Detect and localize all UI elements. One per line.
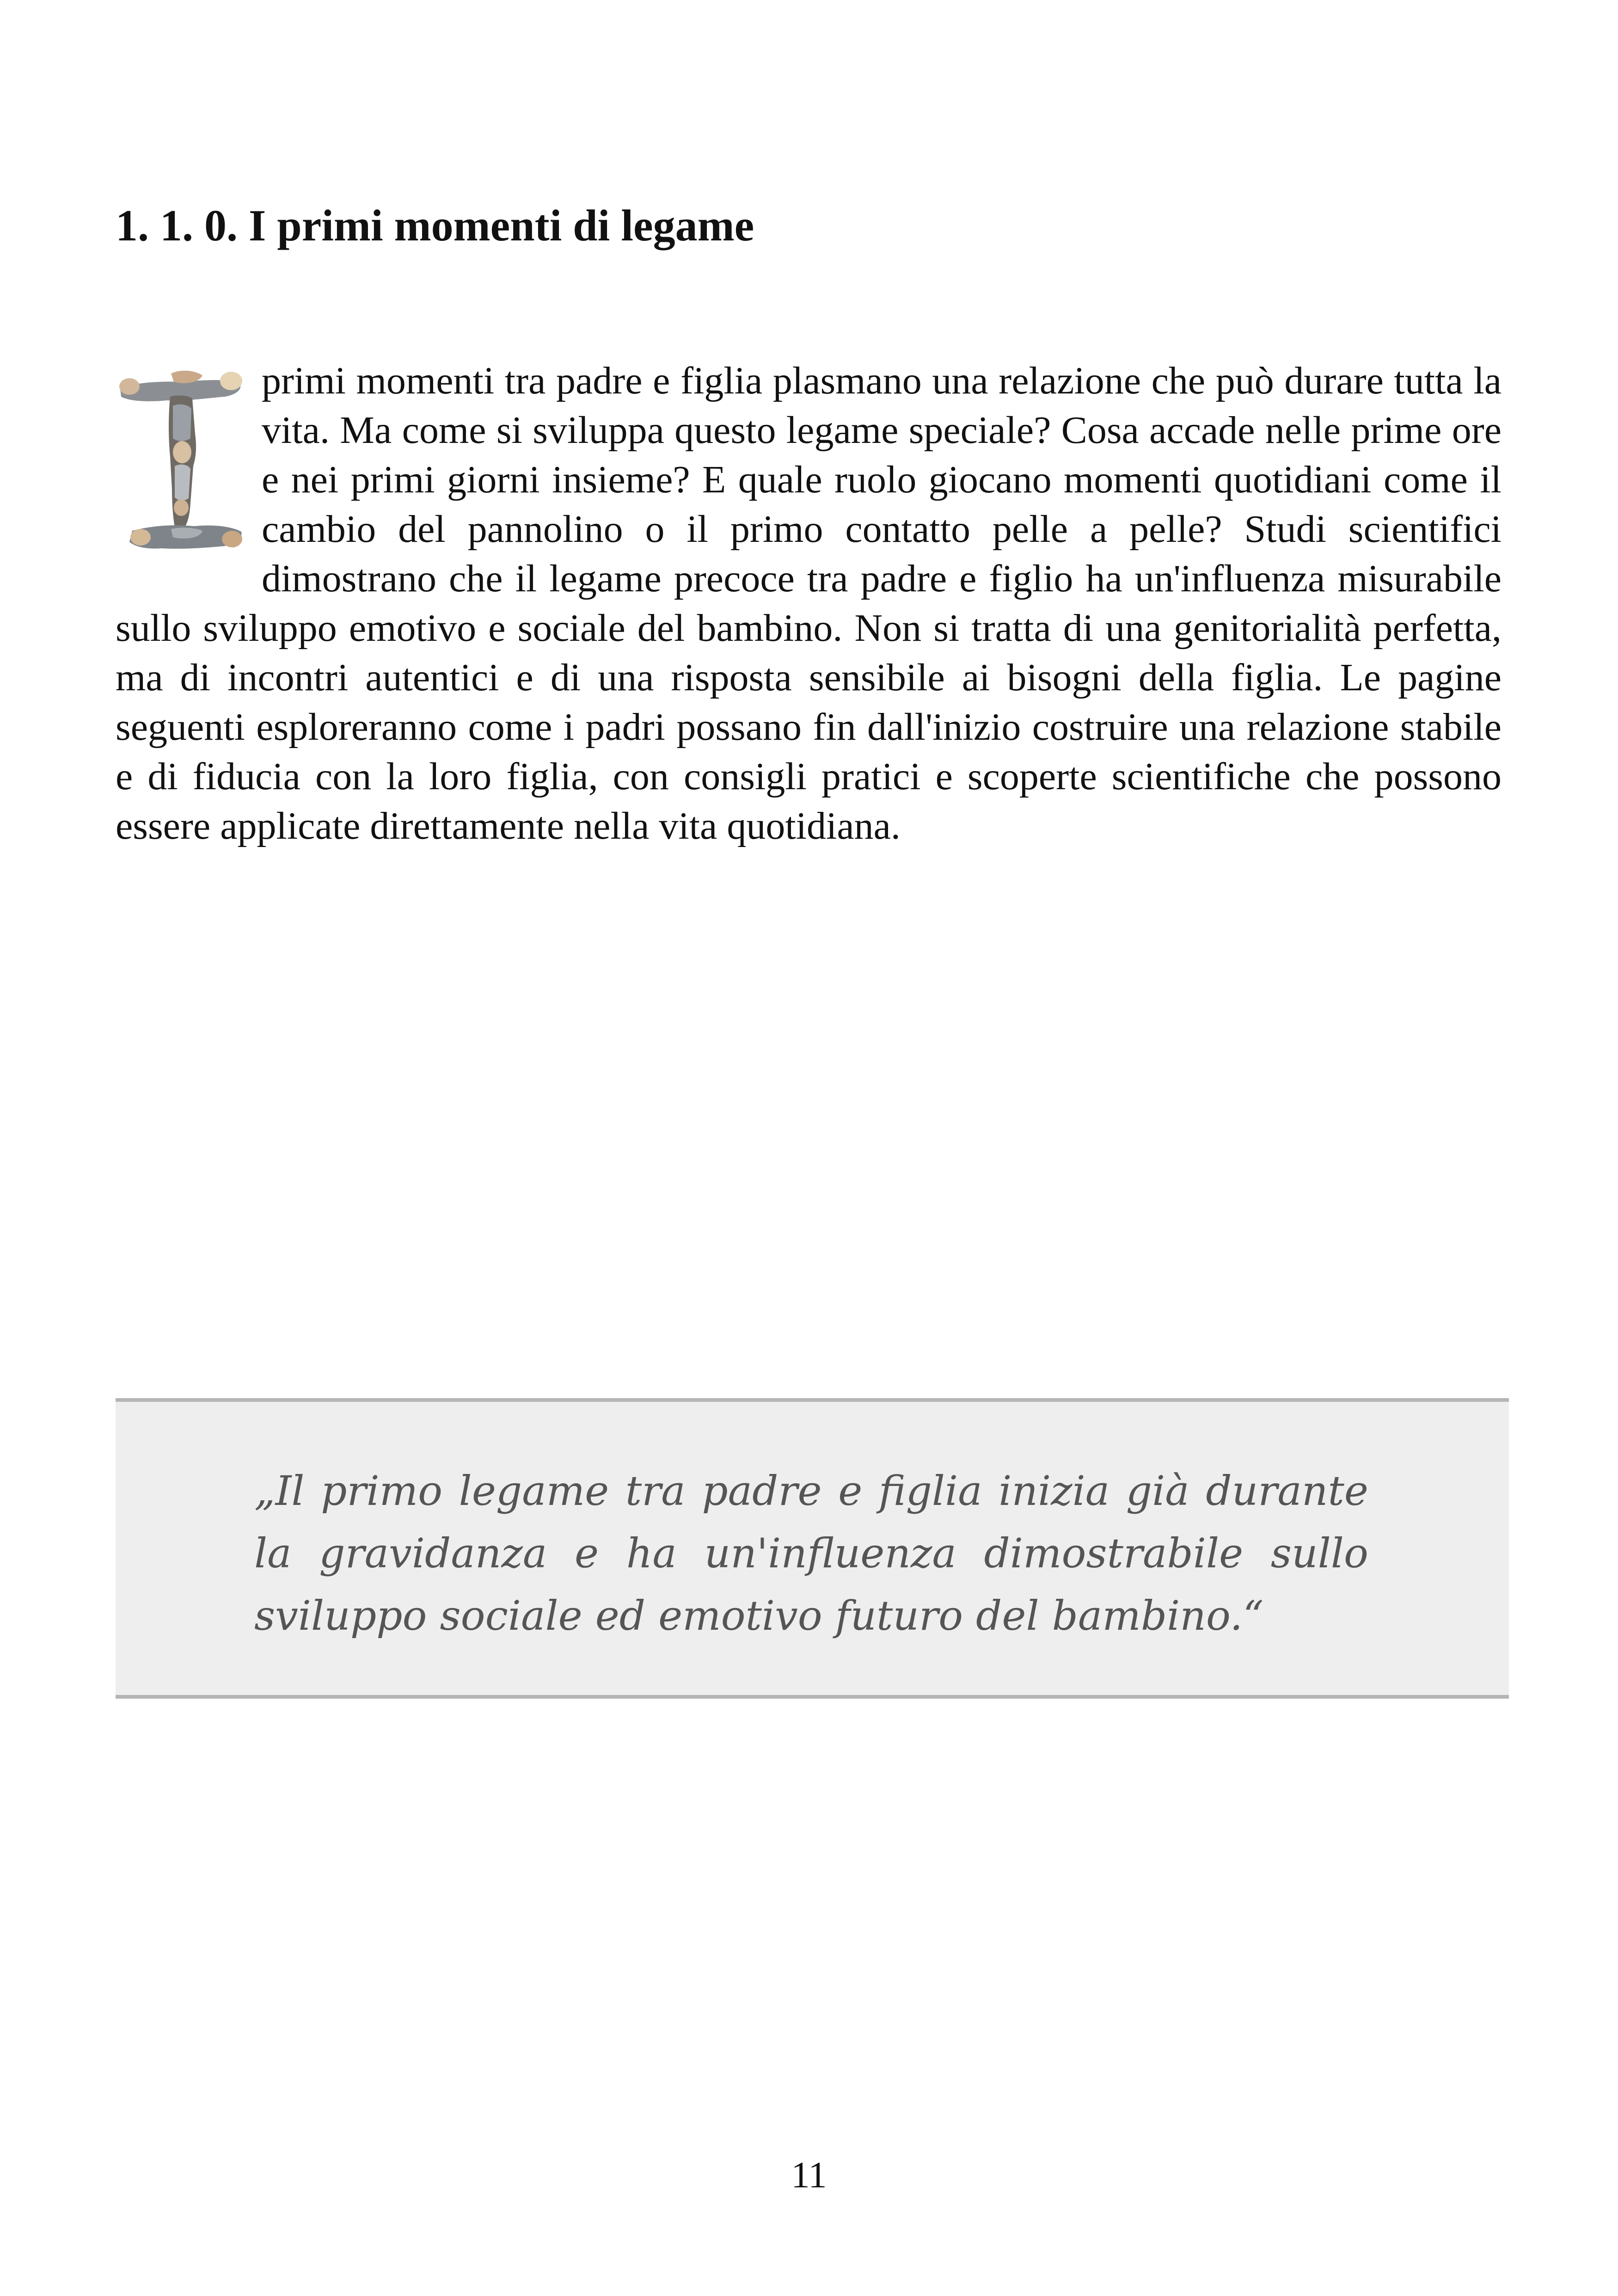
intro-paragraph: [116, 356, 1502, 851]
paragraph-text: primi momenti tra padre e figlia plasmano una relazione che può durare tutta la vita. Ma come si sviluppa questo legame speciale? Cosa accade nelle prime ore e nei primi giorni insieme? E quale ruolo giocano momenti quotidiani come il cambio del pannolino o il primo contatto pelle a pelle? Studi scientifici dimostrano che il legame precoce tra padre e figlio ha un'influenza misurabile sullo sviluppo emotivo e sociale del bambino. Non si tratta di una genitorialità perfetta, ma di incontri autentici e di una risposta sensibile ai bisogni della figlia. Le pagine seguenti esploreranno come i padri possano fin dall'inizio costruire una relazione stabile e di fiducia con la loro figlia, con consigli pratici e scoperte scientifiche che possono essere applicate direttamente nella vita quotidiana.: [116, 359, 1502, 847]
section-heading: 1. 1. 0. I primi momenti di legame: [116, 201, 754, 250]
decorative-dropcap-letter-i: [116, 364, 250, 559]
pull-quote: „Il primo legame tra padre e figlia inizia già durante la gravidanza e ha un'influenza dimostrabile sullo sviluppo sociale ed emotivo futuro del bambino.“: [254, 1467, 1368, 1639]
quote-callout-box: [116, 1398, 1509, 1699]
page-number: 11: [791, 2155, 827, 2196]
